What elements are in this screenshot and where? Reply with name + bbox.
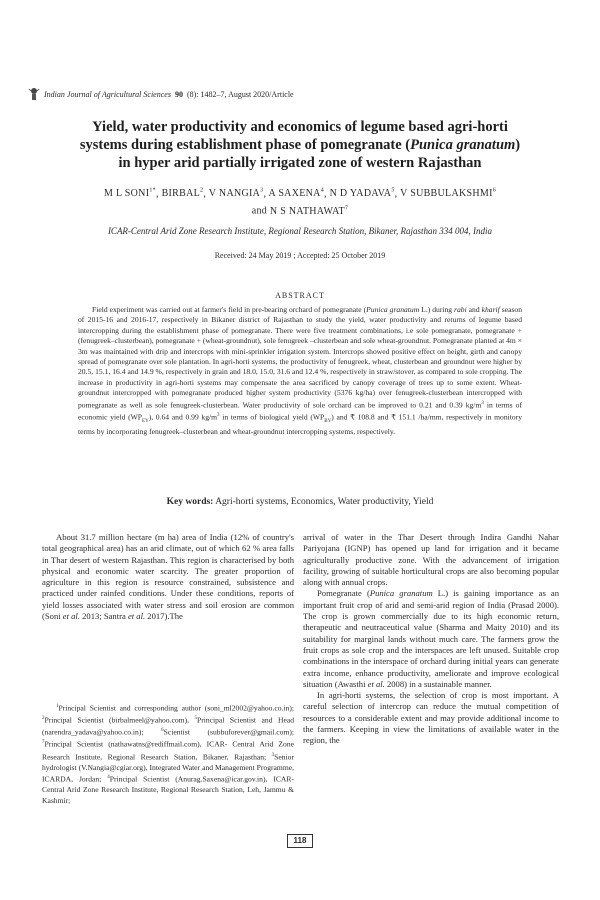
title-text: systems during establishment phase of pomegranate ( [79, 137, 411, 153]
paragraph: About 31.7 million hectare (m ha) area of India (12% of country's total geographical area) has an arid climate, out of which 62 % area falls in Thar desert of western Rajasthan. This region is characterised by both physical and economic water scarcity. The greater proportion of agriculture in this region is resource constrained, subsistence and practiced under rainfed conditions. Under these conditions, reports of yield losses associated with water stress and soil erosion are common (Soni et al. 2013; Santra et al. 2017).The [42, 532, 294, 622]
keywords-label: Key words: [166, 497, 214, 507]
journal-citation: (8): 1482–7, August 2020/Article [186, 89, 294, 99]
author: M L $SONI^{1*}$ [103, 188, 156, 200]
journal-volume: 90 [174, 89, 183, 99]
keywords [40, 497, 560, 507]
received-accepted-dates: Received: 24 May 2019 ; Accepted: 25 October 2019 [214, 251, 386, 260]
author-footnote: $^1$Principal Scientist and corresponding author (soni_ml2002@yahoo.co.in); $^2$Principal Scientist (birbalmeel@yahoo.com), $^5$Principal Scientist and Head (narendra_yadava@yahoo.co.in); $^6$Scientist (subbuforever@gmail.com); $^7$Principal Scientist (nathawatns@rediffmail.com), ICAR- Central Arid Zone Research Institute, Regional Research Station, Bikaner, Rajasthan; $^3$Senior hydrologist (V.Nangia@cgiar.org), Integrated Water and Management Programme, ICARDA, Jordan; $^4$Principal Scientist (Anurag.Saxena@icar.gov.in), ICAR- Central Arid Zone Research Institute, Regional Research Station, Leh, Jammu & Kashmir; [42, 703, 294, 805]
species-name: Punica granatum [410, 137, 516, 153]
author: N S NATHAWAT$^7$ [269, 205, 349, 217]
paragraph: In agri-horti systems, the selection of crop is most important. A careful selection of intercrop can reduce the mutual competition of resources to a considerable extent and may provide additional income to the farmers. Keeping in view the limitations of available water in the region, the [303, 690, 559, 746]
page-number: 118 [287, 834, 313, 848]
title-line-2 [60, 136, 540, 154]
journal-name: Indian Journal of Agricultural Sciences [44, 89, 171, 99]
abstract-heading: ABSTRACT [275, 291, 325, 300]
journal-header [28, 86, 294, 102]
author: A SAXENA$^4$ [268, 188, 324, 200]
authors-line-1: M L $SONI^{1*}$, BIRBAL$^2$, V NANGIA$^3$, A SAXENA$^4$, N D YADAVA$^5$, V SUBBULAKSHMI$^6$ [103, 188, 497, 200]
body-column-left [42, 532, 294, 622]
author: V SUBBULAKSHMI$^6$ [400, 188, 497, 200]
author: BIRBAL$^2$ [161, 188, 204, 200]
affiliation: ICAR-Central Arid Zone Research Institute, Regional Research Station, Bikaner, Rajasthan 334 004, India [107, 226, 493, 236]
paragraph: arrival of water in the Thar Desert through Indira Gandhi Nahar Pariyojana (IGNP) has opened up land for irrigation and it became agriculturally productive zone. With the advancement of irrigation facility, growing of suitable horticultural crops are also becoming popular along with annual crops. [303, 532, 559, 588]
journal-emblem-icon [28, 86, 40, 102]
author: N D YADAVA$^5$ [329, 188, 395, 200]
title-text: ) [515, 137, 521, 153]
conjunction: and [251, 205, 268, 217]
author: V NANGIA$^3$ [208, 188, 264, 200]
paper-title [60, 118, 540, 172]
abstract-body: Field experiment was carried out at farmer's field in pre-bearing orchard of pomegranate (Punica granatum L.) during rabi and kharif season of 2015-16 and 2016-17, respectively in Bikaner district of Rajasthan to study the yield, water productivity and returns of legume based intercropping during the establishment phase of pomegranate. There were five treatment combinations, i.e sole pomegranate, pomegranate + (fenugreek–clusterbean), pomegranate + (wheat-groundnut), sole fenugreek –clusterbean and sole wheat-groundnut. Pomegranate planted at 4m × 3m was maintained with drip and intercrops with mini-sprinkler irrigation system. Intercrops showed positive effect on height, girth and canopy spread of pomegranate over sole plantation. In agri-horti systems, the productivity of fenugreek, wheat, clusterbean and groundnut were higher by 20.5, 15.1, 16.4 and 14.9 %, respectively in grain and 18.0, 15.0, 31.6 and 12.4 %, respectively in straw/stover, as compared to sole cropping. The increase in productivity in agri-horti systems may compensate the area sacrificed by canopy coverage of trees up to some extent. Wheat-groundnut intercropped with pomegranate produced higher system productivity (5376 kg/ha) over fenugreek-clusterbean intercropped with pomegranate as well as sole fenugreek-clusterbean. Water productivity of sole orchard can be improved to 0.21 and 0.39 $kg/m^3$ in terms of economic yield $(WP_{EY})$, 0.64 and 0.99 $kg/m^3$ in terms of biological yield $(WP_{BY})$ and ₹ 108.8 and ₹ 151.1 /ha/mm, respectively in monitory terms by incorporating fenugreek–clusterbean and wheat-groundnut intercropping systems, respectively. [78, 305, 522, 437]
title-line-1: Yield, water productivity and economics of legume based agri-horti [92, 119, 508, 135]
title-line-3: in hyper arid partially irrigated zone of western Rajasthan [118, 155, 482, 171]
keywords-text: Agri-horti systems, Economics, Water productivity, Yield [213, 497, 434, 507]
author-list [50, 184, 550, 219]
body-column-right [303, 532, 559, 747]
authors-line-2 [50, 201, 550, 218]
paragraph: Pomegranate (Punica granatum L.) is gaining importance as an important fruit crop of arid and semi-arid region of India (Prasad 2000). The crop is grown commercially due to its high economic return, therapeutic and neutraceutical value (Sharma and Maity 2010) and its suitability for marginal lands without much care. The farmers grow the fruit crops as sole crop and the interspaces are left unused. Suitable crop combinations in the interspace of orchard during initial years can generate extra income, enhance productivity, ameliorate and improve ecological situation (Awasthi et al. 2008) in a sustainable manner. [303, 588, 559, 689]
